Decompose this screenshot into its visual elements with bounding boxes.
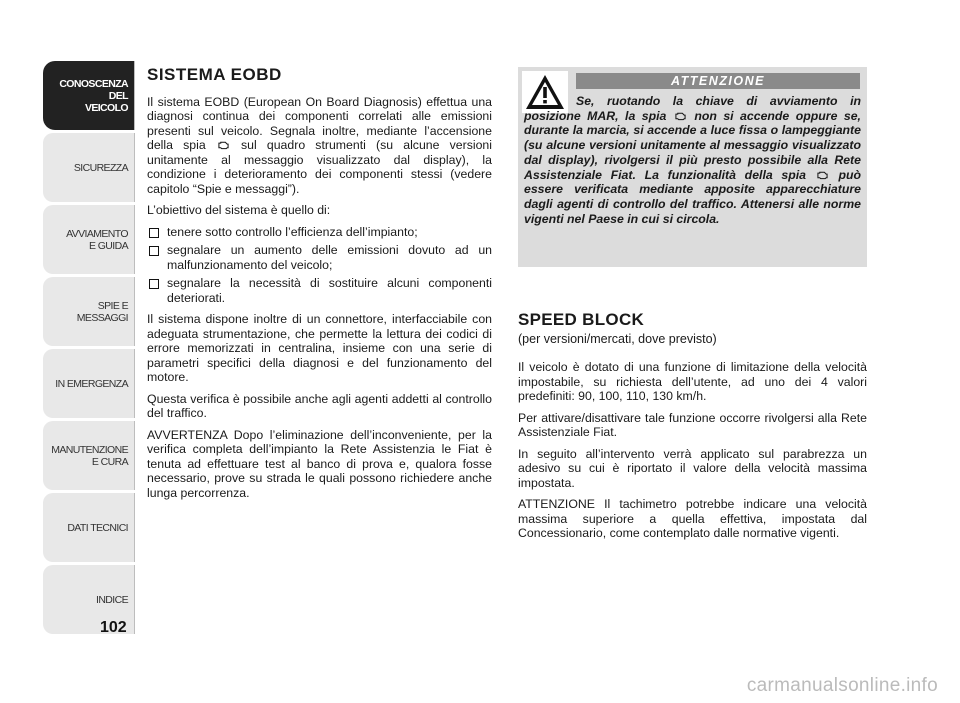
warning-text-part-1: Se, ruotando la chiave di avviamento in posizione MAR, la spia [524, 94, 861, 123]
tab-dati-tecnici[interactable]: DATI TECNICI [43, 493, 135, 562]
warning-text-part-3: può essere verificata mediante apposite apparecchiature dagli agenti di controllo del traffico. Attenersi alle norme vigenti nel Paese in cui si circola. [524, 167, 862, 226]
eobd-title: SISTEMA EOBD [147, 65, 282, 84]
engine-check-lamp-icon [218, 140, 229, 150]
eobd-paragraph-5: AVVERTENZA Dopo l’eliminazione dell’inconveniente, per la verifica completa dell’impianto la Rete Assistenzia le Fiat è tenuta ad effettuare test al banco di prova e, qualora fosse necessario, prove su strada le quali possono richiedere anche lunga percorrenza. [147, 427, 492, 500]
eobd-p1-part-a: Il sistema EOBD (European On Board Diagnosis) effettua una diagnosi continua dei componenti correlati alle emissioni presenti sul veicolo. Segnala inoltre, mediante l’accensione della spia [147, 94, 492, 152]
engine-check-lamp-icon [817, 170, 828, 180]
speed-block-subtitle: (per versioni/mercati, dove previsto) [518, 331, 717, 346]
eobd-paragraph-2: L’obiettivo del sistema è quello di: [147, 203, 331, 217]
engine-check-lamp-icon [675, 111, 686, 121]
watermark: carmanualsonline.info [746, 675, 938, 696]
eobd-paragraph-3: Il sistema dispone inoltre di un connettore, interfacciabile con adeguata strumentazione, che permette la lettura dei codici di errore memorizzati in centralina, insieme con una serie di parametri specifici della diagnosi e del funzionamento del motore. [147, 312, 492, 384]
bullet-text: segnalare la necessità di sostituire alcuni componenti deteriorati. [167, 276, 492, 305]
warning-text [524, 94, 861, 226]
chapter-sidebar [43, 61, 135, 637]
tab-in-emergenza[interactable]: IN EMERGENZA [43, 349, 135, 418]
checkbox-bullet-icon [149, 279, 159, 289]
list-item [147, 243, 492, 272]
tab-manutenzione-e-cura[interactable]: MANUTENZIONE E CURA [43, 421, 135, 490]
speed-block-title: SPEED BLOCK [518, 310, 645, 329]
speed-block-section [518, 310, 867, 548]
warning-header: ATTENZIONE [576, 73, 860, 89]
list-item [147, 276, 492, 305]
checkbox-bullet-icon [149, 228, 159, 238]
speed-block-paragraph-1: Il veicolo è dotato di una funzione di limitazione della velocità impostabile, su richiesta dell’utente, ad uno dei 4 valori predefiniti: 90, 100, 110, 130 km/h. [518, 360, 867, 403]
eobd-section [147, 65, 492, 507]
speed-block-paragraph-2: Per attivare/disattivare tale funzione occorre rivolgersi alla Rete Assistenziale Fiat. [518, 410, 867, 439]
speed-block-paragraph-3: In seguito all’intervento verrà applicato sul parabrezza un adesivo su cui è riportato il valore della velocità massima impostata. [518, 446, 867, 490]
tab-conoscenza-del-veicolo[interactable]: CONOSCENZA DEL VEICOLO [43, 61, 135, 130]
checkbox-bullet-icon [149, 246, 159, 256]
warning-box [518, 67, 867, 267]
page-number: 102 [100, 619, 127, 636]
eobd-paragraph-4: Questa verifica è possibile anche agli agenti addetti al controllo del traffico. [147, 391, 492, 420]
tab-spie-e-messaggi[interactable]: SPIE E MESSAGGI [43, 277, 135, 346]
list-item [147, 225, 492, 240]
tab-indice[interactable]: INDICE [43, 565, 135, 634]
speed-block-paragraph-4: ATTENZIONE Il tachimetro potrebbe indicare una velocità massima superiore a quella effettiva, impostata dal Concessionario, come contemplato dalle normative vigenti. [518, 497, 867, 540]
eobd-bullet-list [147, 225, 492, 306]
tab-avviamento-e-guida[interactable]: AVVIAMENTO E GUIDA [43, 205, 135, 274]
warning-text-part-2: non si accende oppure se, durante la marcia, si accende a luce fissa o lampeggiante (su alcune versioni unitamente al messaggio visualizzato dal display), rivolgersi il più presto possibile alla Rete Assistenziale Fiat. La funzionalità della spia [524, 108, 861, 182]
bullet-text: segnalare un aumento delle emissioni dovuto ad un malfunzionamento del veicolo; [167, 243, 492, 272]
eobd-p1-part-b: sul quadro strumenti (su alcune versioni unitamente al messaggio visualizzato dal display), la condizione i deterioramento dei componenti stessi (vedere capitolo “Spie e messaggi”). [147, 138, 492, 196]
eobd-paragraph-1 [147, 95, 492, 197]
bullet-text: tenere sotto controllo l’efficienza dell’impianto; [167, 224, 418, 239]
tab-sicurezza[interactable]: SICUREZZA [43, 133, 135, 202]
